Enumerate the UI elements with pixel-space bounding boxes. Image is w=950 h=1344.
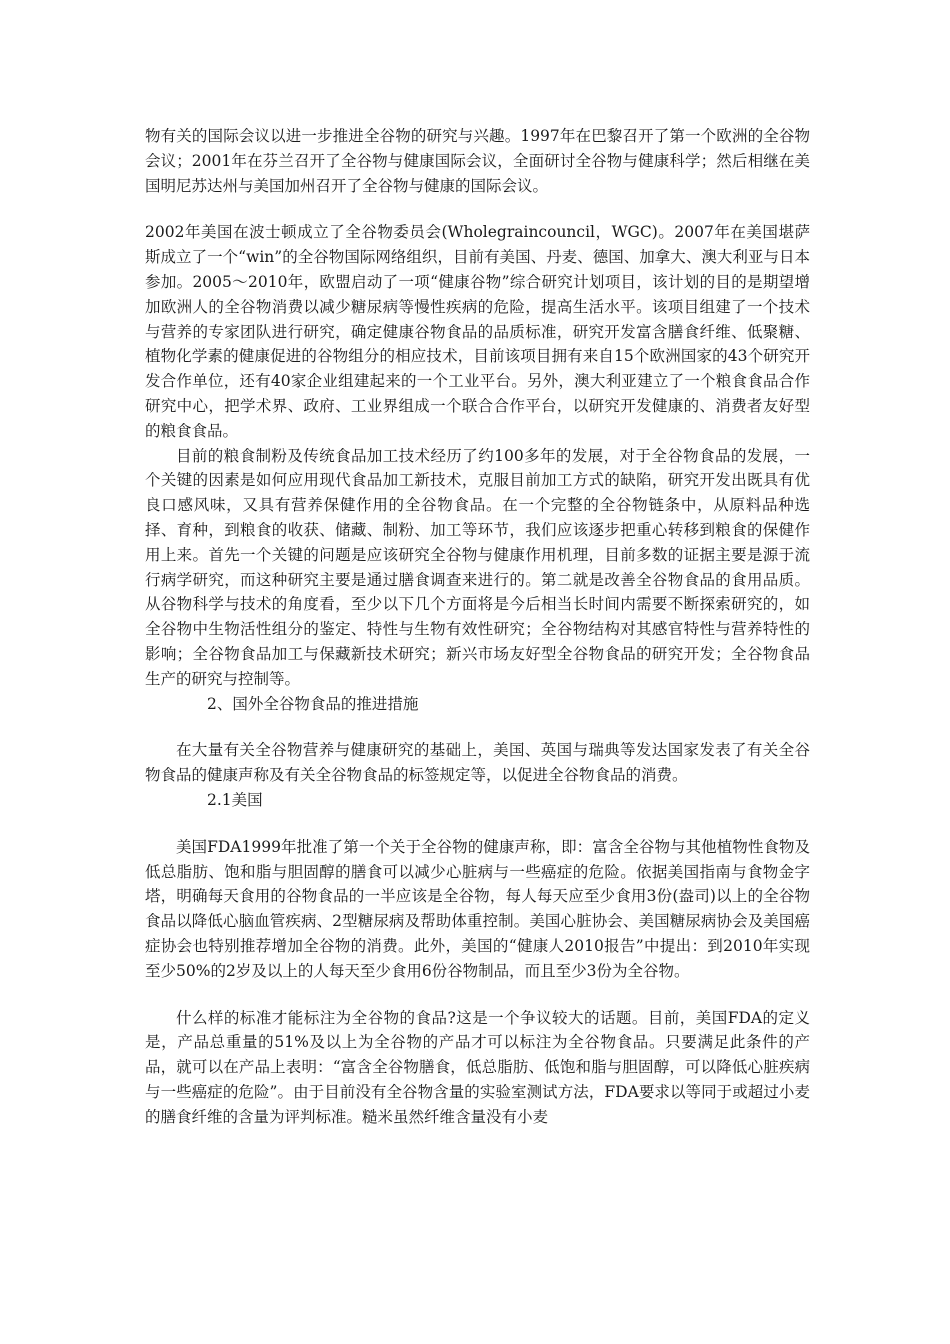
paragraph-fda-health-claim: 美国FDA1999年批准了第一个关于全谷物的健康声称，即：富含全谷物与其他植物性食物及低总脂肪、饱和脂与胆固醇的膳食可以减少心脏病与一些癌症的危险。依据美国指南与食物金字塔，明确每天食用的谷物食品的一半应该是全谷物，每人每天应至少食用3份(盎司)以上的全谷物食品以降低心脑血管疾病、2型糖尿病及帮助体重控制。美国心脏协会、美国糖尿病协会及美国癌症协会也特别推荐增加全谷物的消费。此外，美国的“健康人2010报告”中提出：到2010年实现至少50%的2岁及以上的人每天至少食用6份谷物制品，而且至少3份为全谷物。	[145, 837, 810, 980]
document-body	[145, 124, 810, 1129]
section-heading-2-1: 2.1美国	[207, 790, 263, 809]
paragraph-wgc-eu-project: 2002年美国在波士顿成立了全谷物委员会(Wholegraincouncil，WGC)。2007年在美国堪萨斯成立了一个“win”的全谷物国际网络组织，目前有美国、丹麦、德国、加拿大、澳大利亚与日本参加。2005～2010年，欧盟启动了一项“健康谷物”综合研究计划项目，该计划的目的是期望增加欧洲人的全谷物消费以减少糖尿病等慢性疾病的危险，提高生活水平。该项目组建了一个技术与营养的专家团队进行研究，确定健康谷物食品的品质标准，研究开发富含膳食纤维、低聚糖、植物化学素的健康促进的谷物组分的相应技术，目前该项目拥有来自15个欧洲国家的43个研究开发合作单位，还有40家企业组建起来的一个工业平台。另外，澳大利亚建立了一个粮食食品合作研究中心，把学术界、政府、工业界组成一个联合合作平台，以研究开发健康的、消费者友好型的粮食食品。	[145, 223, 810, 440]
section-heading-2: 2、国外全谷物食品的推进措施	[207, 694, 419, 713]
paragraph-conference-history: 物有关的国际会议以进一步推进全谷物的研究与兴趣。1997年在巴黎召开了第一个欧洲的全谷物会议；2001年在芬兰召开了全谷物与健康国际会议，全面研讨全谷物与健康科学；然后相继在美国明尼苏达州与美国加州召开了全谷物与健康的国际会议。	[145, 127, 810, 195]
paragraph-foreign-measures: 在大量有关全谷物营养与健康研究的基础上，美国、英国与瑞典等发达国家发表了有关全谷物食品的健康声称及有关全谷物食品的标签规定等，以促进全谷物食品的消费。	[145, 741, 810, 785]
paragraph-processing-technology: 目前的粮食制粉及传统食品加工技术经历了约100多年的发展，对于全谷物食品的发展，一个关键的因素是如何应用现代食品加工新技术，克服目前加工方式的缺陷，研究开发出既具有优良口感风味，又具有营养保健作用的全谷物食品。在一个完整的全谷物链条中，从原料品种选择、育种，到粮食的收获、储藏、制粉、加工等环节，我们应该逐步把重心转移到粮食的保健作用上来。首先一个关键的问题是应该研究全谷物与健康作用机理，目前多数的证据主要是源于流行病学研究，而这种研究主要是通过膳食调查来进行的。第二就是改善全谷物食品的食用品质。从谷物科学与技术的角度看，至少以下几个方面将是今后相当长时间内需要不断探索研究的，如全谷物中生物活性组分的鉴定、特性与生物有效性研究；全谷物结构对其感官特性与营养特性的影响；全谷物食品加工与保藏新技术研究；新兴市场友好型全谷物食品的研究开发；全谷物食品生产的研究与控制等。	[145, 446, 810, 688]
paragraph-whole-grain-definition: 什么样的标准才能标注为全谷物的食品?这是一个争议较大的话题。目前，美国FDA的定义是，产品总重量的51%及以上为全谷物的产品才可以标注为全谷物食品。只要满足此条件的产品，就可以在产品上表明：“富含全谷物膳食，低总脂肪、低饱和脂与胆固醇，可以降低心脏疾病与一些癌症的危险”。由于目前没有全谷物含量的实验室测试方法，FDA要求以等同于或超过小麦的膳食纤维的含量为评判标准。糙米虽然纤维含量没有小麦	[145, 1008, 810, 1126]
